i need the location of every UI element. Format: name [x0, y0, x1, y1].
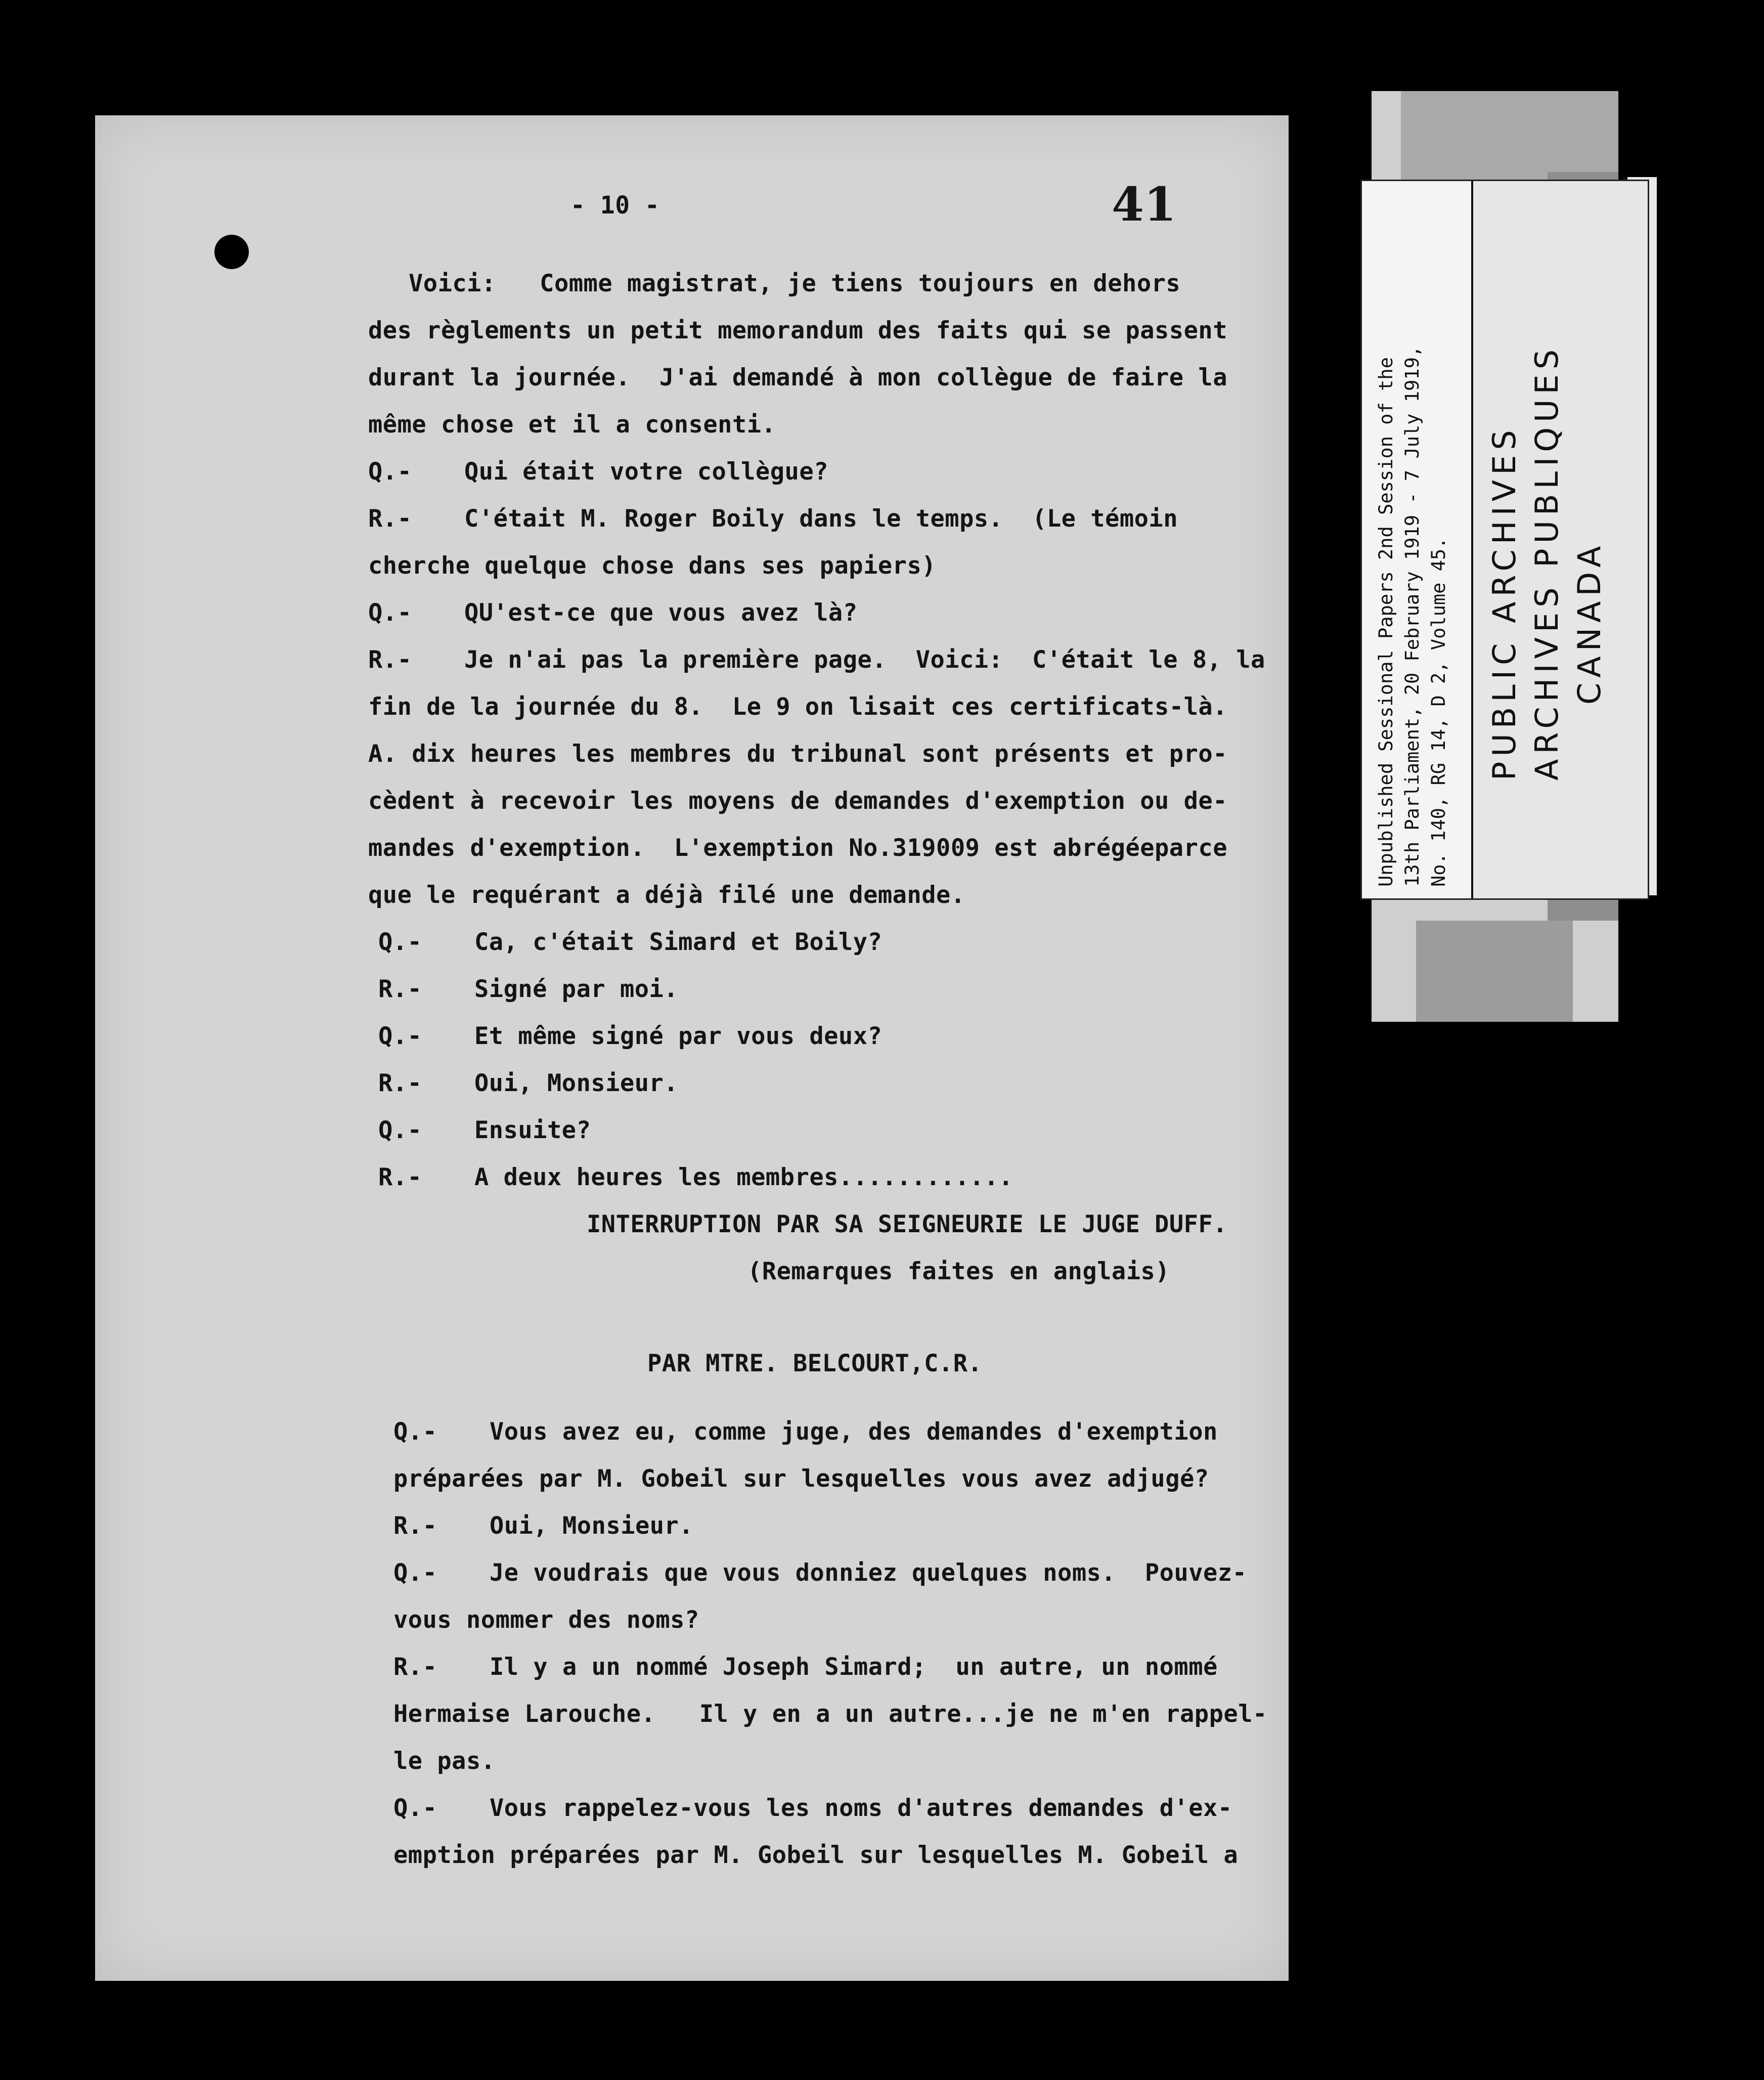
qa-text: Oui, Monsieur.	[490, 1512, 694, 1540]
qa-text: A deux heures les membres............	[474, 1163, 1013, 1191]
qa-continuation: vous nommer des noms?	[393, 1606, 699, 1634]
qa-label: Q.-	[393, 1418, 437, 1446]
qa-line	[368, 646, 1265, 674]
qa-line	[368, 505, 1178, 533]
qa-continuation: cherche quelque chose dans ses papiers)	[368, 552, 937, 580]
qa-text: Qui était votre collègue?	[464, 458, 828, 486]
page-stamp-number: 41	[1112, 177, 1177, 232]
qa-continuation: cèdent à recevoir les moyens de demandes d'exemption ou de-	[368, 787, 1227, 815]
qa-continuation: Hermaise Larouche. Il y en a un autre...je ne m'en rappel-	[393, 1700, 1267, 1728]
document-page	[95, 115, 1289, 1981]
qa-line	[368, 599, 858, 627]
archives-line: CANADA	[1571, 541, 1608, 705]
qa-text: Il y a un nommé Joseph Simard; un autre, un nommé	[490, 1653, 1218, 1681]
qa-line	[378, 1163, 1013, 1191]
citation-line: Unpublished Sessional Papers 2nd Session of the	[1375, 357, 1397, 887]
archive-label	[1360, 180, 1649, 900]
qa-line	[378, 975, 678, 1003]
qa-label: Q.-	[368, 458, 412, 486]
qa-label: R.-	[368, 505, 412, 533]
qa-label: R.-	[368, 646, 412, 674]
qa-continuation: que le requérant a déjà filé une demande.	[368, 881, 965, 909]
qa-text: Je voudrais que vous donniez quelques noms. Pouvez-	[490, 1559, 1247, 1587]
qa-label: Q.-	[378, 1116, 422, 1144]
archive-tab-fold-bottom	[1416, 921, 1573, 1022]
qa-continuation: A. dix heures les membres du tribunal sont présents et pro-	[368, 740, 1227, 768]
qa-line	[393, 1512, 693, 1540]
qa-label: Q.-	[393, 1559, 437, 1587]
qa-text: Vous avez eu, comme juge, des demandes d'exemption	[490, 1418, 1218, 1446]
intro-line: des règlements un petit memorandum des faits qui se passent	[368, 317, 1227, 344]
qa-text: Je n'ai pas la première page. Voici: C'était le 8, la	[464, 646, 1265, 674]
qa-continuation: le pas.	[393, 1747, 496, 1775]
qa-label: R.-	[393, 1512, 437, 1540]
qa-text: Ensuite?	[474, 1116, 591, 1144]
qa-line	[393, 1653, 1218, 1681]
archives-stamp	[1483, 344, 1611, 781]
qa-line	[378, 1022, 882, 1050]
qa-label: R.-	[378, 975, 422, 1003]
archive-citation-panel	[1362, 181, 1473, 898]
qa-text: QU'est-ce que vous avez là?	[464, 599, 858, 627]
intro-line: Voici: Comme magistrat, je tiens toujours en dehors	[409, 270, 1181, 297]
qa-label: Q.-	[378, 928, 422, 956]
qa-text: C'était M. Roger Boily dans le temps. (Le témoin	[464, 505, 1178, 533]
qa-continuation: mandes d'exemption. L'exemption No.319009 est abrégéeparce	[368, 834, 1227, 862]
qa-line	[368, 458, 828, 486]
qa-line	[393, 1794, 1232, 1822]
qa-label: R.-	[393, 1653, 437, 1681]
citation-line: 13th Parliament, 20 February 1919 - 7 July 1919,	[1401, 345, 1423, 887]
qa-line	[378, 1069, 678, 1097]
intro-line: durant la journée. J'ai demandé à mon collègue de faire la	[368, 364, 1227, 392]
qa-continuation: emption préparées par M. Gobeil sur lesquelles M. Gobeil a	[393, 1841, 1239, 1869]
page-number: - 10 -	[570, 191, 660, 220]
qa-text: Ca, c'était Simard et Boily?	[474, 928, 883, 956]
qa-text: Signé par moi.	[474, 975, 679, 1003]
archives-line: PUBLIC ARCHIVES	[1486, 425, 1523, 781]
qa-label: Q.-	[393, 1794, 437, 1822]
qa-line	[378, 928, 882, 956]
punch-hole	[214, 235, 249, 269]
qa-line	[393, 1559, 1247, 1587]
qa-continuation: fin de la journée du 8. Le 9 on lisait ces certificats-là.	[368, 693, 1227, 721]
qa-continuation: préparées par M. Gobeil sur lesquelles vous avez adjugé?	[393, 1465, 1209, 1493]
archives-line: ARCHIVES PUBLIQUES	[1528, 344, 1565, 781]
citation-line: No. 140, RG 14, D 2, Volume 45.	[1428, 537, 1449, 887]
qa-text: Oui, Monsieur.	[474, 1069, 679, 1097]
section-heading: PAR MTRE. BELCOURT,C.R.	[647, 1350, 983, 1377]
qa-label: R.-	[378, 1069, 422, 1097]
intro-line: même chose et il a consenti.	[368, 411, 776, 439]
qa-label: R.-	[378, 1163, 422, 1191]
qa-text: Vous rappelez-vous les noms d'autres demandes d'ex-	[490, 1794, 1232, 1822]
archive-citation-text	[1373, 346, 1452, 887]
qa-line	[378, 1116, 591, 1144]
qa-line	[393, 1418, 1218, 1446]
interruption-heading: INTERRUPTION PAR SA SEIGNEURIE LE JUGE DUFF.	[587, 1210, 1228, 1238]
qa-text: Et même signé par vous deux?	[474, 1022, 883, 1050]
remarks-note: (Remarques faites en anglais)	[747, 1258, 1170, 1285]
qa-label: Q.-	[378, 1022, 422, 1050]
qa-label: Q.-	[368, 599, 412, 627]
